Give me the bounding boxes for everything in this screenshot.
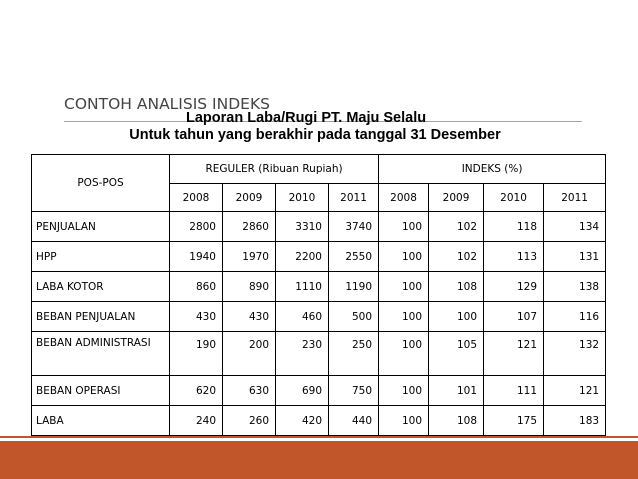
reguler-value-cell: 2860 — [223, 212, 276, 242]
table-row — [32, 272, 606, 302]
indeks-value-cell: 121 — [544, 376, 606, 406]
reguler-value-cell: 500 — [329, 302, 379, 332]
reguler-value-cell: 200 — [223, 332, 276, 376]
table-row — [32, 302, 606, 332]
table-row — [32, 406, 606, 436]
row-label: LABA KOTOR — [32, 272, 170, 302]
indeks-value-cell: 100 — [379, 376, 429, 406]
reguler-value-cell: 2200 — [276, 242, 329, 272]
table-header-row — [32, 155, 606, 184]
year-header: 2008 — [379, 184, 429, 212]
income-statement-table — [31, 154, 606, 436]
year-header: 2009 — [429, 184, 484, 212]
slide-title: CONTOH ANALISIS INDEKS — [64, 95, 270, 113]
indeks-value-cell: 138 — [544, 272, 606, 302]
reguler-value-cell: 420 — [276, 406, 329, 436]
indeks-header: INDEKS (%) — [379, 155, 606, 184]
reguler-value-cell: 690 — [276, 376, 329, 406]
indeks-value-cell: 118 — [484, 212, 544, 242]
row-label: BEBAN ADMINISTRASI — [32, 332, 170, 376]
reguler-value-cell: 260 — [223, 406, 276, 436]
indeks-value-cell: 111 — [484, 376, 544, 406]
indeks-value-cell: 100 — [379, 242, 429, 272]
indeks-value-cell: 100 — [379, 332, 429, 376]
row-label: PENJUALAN — [32, 212, 170, 242]
indeks-value-cell: 116 — [544, 302, 606, 332]
reguler-value-cell: 630 — [223, 376, 276, 406]
reguler-value-cell: 1110 — [276, 272, 329, 302]
reguler-value-cell: 860 — [170, 272, 223, 302]
indeks-value-cell: 100 — [379, 406, 429, 436]
footer-accent-line — [0, 436, 638, 438]
reguler-value-cell: 240 — [170, 406, 223, 436]
reguler-value-cell: 430 — [223, 302, 276, 332]
reguler-value-cell: 2550 — [329, 242, 379, 272]
reguler-value-cell: 250 — [329, 332, 379, 376]
pos-pos-header: POS-POS — [32, 155, 170, 212]
indeks-value-cell: 100 — [429, 302, 484, 332]
reguler-value-cell: 890 — [223, 272, 276, 302]
year-header: 2008 — [170, 184, 223, 212]
reguler-value-cell: 430 — [170, 302, 223, 332]
year-header: 2011 — [544, 184, 606, 212]
year-header: 2011 — [329, 184, 379, 212]
indeks-value-cell: 121 — [484, 332, 544, 376]
footer-accent-band — [0, 441, 638, 479]
reguler-value-cell: 620 — [170, 376, 223, 406]
indeks-value-cell: 129 — [484, 272, 544, 302]
row-label: BEBAN PENJUALAN — [32, 302, 170, 332]
indeks-value-cell: 102 — [429, 212, 484, 242]
reguler-value-cell: 2800 — [170, 212, 223, 242]
report-subtitle-text: Untuk tahun yang berakhir pada tanggal 31 Desember — [129, 127, 501, 143]
indeks-value-cell: 101 — [429, 376, 484, 406]
row-label: HPP — [32, 242, 170, 272]
reguler-value-cell: 3310 — [276, 212, 329, 242]
indeks-value-cell: 100 — [379, 272, 429, 302]
indeks-value-cell: 108 — [429, 272, 484, 302]
indeks-value-cell: 183 — [544, 406, 606, 436]
indeks-value-cell: 100 — [379, 302, 429, 332]
reguler-value-cell: 3740 — [329, 212, 379, 242]
row-label: LABA — [32, 406, 170, 436]
report-subtitle — [0, 127, 638, 143]
year-header: 2009 — [223, 184, 276, 212]
reguler-value-cell: 190 — [170, 332, 223, 376]
indeks-value-cell: 108 — [429, 406, 484, 436]
indeks-value-cell: 100 — [379, 212, 429, 242]
reguler-value-cell: 750 — [329, 376, 379, 406]
table-row — [32, 212, 606, 242]
reguler-value-cell: 230 — [276, 332, 329, 376]
reguler-value-cell: 1190 — [329, 272, 379, 302]
indeks-value-cell: 131 — [544, 242, 606, 272]
indeks-value-cell: 102 — [429, 242, 484, 272]
indeks-value-cell: 105 — [429, 332, 484, 376]
row-label: BEBAN OPERASI — [32, 376, 170, 406]
table-row — [32, 332, 606, 376]
indeks-value-cell: 134 — [544, 212, 606, 242]
year-header: 2010 — [484, 184, 544, 212]
table-row — [32, 376, 606, 406]
indeks-value-cell: 107 — [484, 302, 544, 332]
table-row — [32, 242, 606, 272]
reguler-value-cell: 1970 — [223, 242, 276, 272]
reguler-value-cell: 1940 — [170, 242, 223, 272]
reguler-value-cell: 460 — [276, 302, 329, 332]
indeks-value-cell: 132 — [544, 332, 606, 376]
indeks-value-cell: 113 — [484, 242, 544, 272]
year-header: 2010 — [276, 184, 329, 212]
indeks-value-cell: 175 — [484, 406, 544, 436]
report-title: Laporan Laba/Rugi PT. Maju Selalu — [186, 110, 427, 126]
reguler-header: REGULER (Ribuan Rupiah) — [170, 155, 379, 184]
reguler-value-cell: 440 — [329, 406, 379, 436]
